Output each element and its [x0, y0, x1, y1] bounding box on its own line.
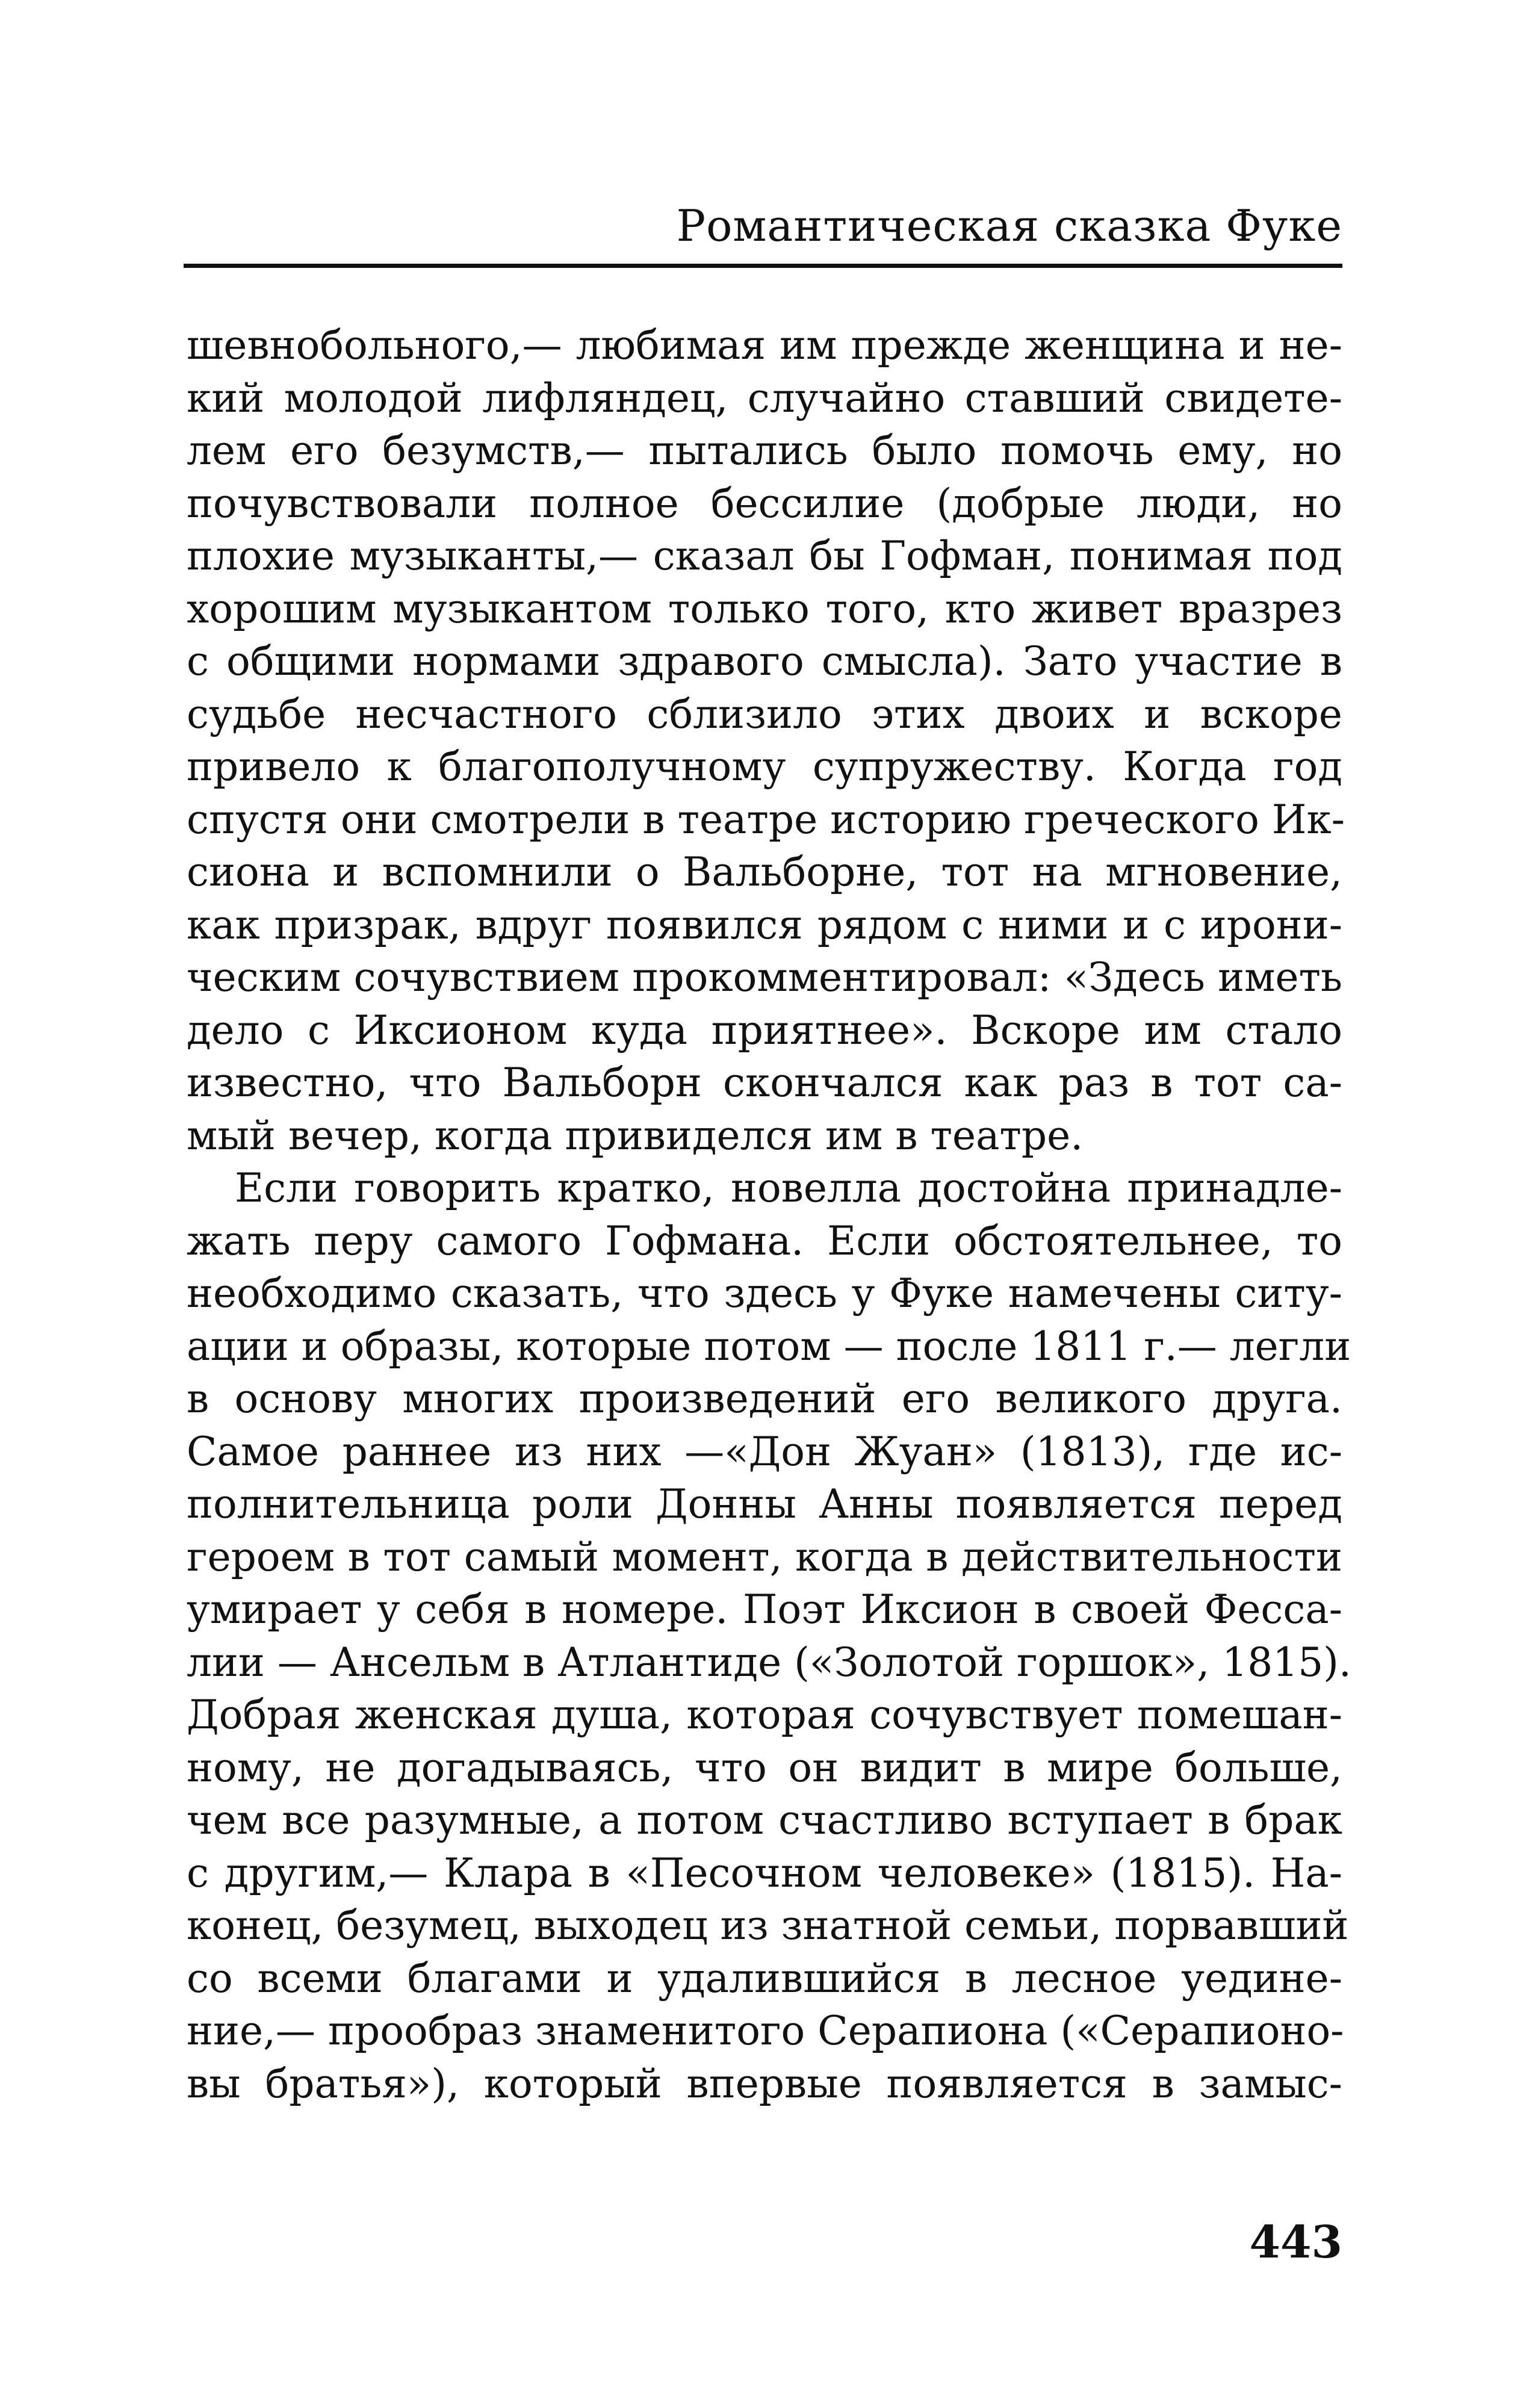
text-line: с общими нормами здравого смысла). Зато участие в: [187, 638, 1342, 684]
text-line: лии — Ансельм в Атлантиде («Золотой горшок», 1815).: [187, 1639, 1351, 1686]
text-line: лем его безумств,— пытались было помочь ему, но: [187, 427, 1342, 474]
text-line: с другим,— Клара в «Песочном человеке» (1815). На-: [187, 1849, 1342, 1896]
text-line: спустя они смотрели в театре историю греческого Ик-: [187, 796, 1345, 843]
text-line: героем в тот самый момент, когда в действительности: [187, 1533, 1342, 1580]
text-line: Добрая женская душа, которая сочувствует помешан-: [187, 1692, 1342, 1738]
page-number: 443: [1249, 2217, 1342, 2268]
text-line: необходимо сказать, что здесь у Фуке намечены ситу-: [187, 1270, 1342, 1317]
text-line: полнительница роли Донны Анны появляется перед: [187, 1481, 1342, 1527]
text-line: вы братья»), который впервые появляется в замыс-: [187, 2060, 1342, 2107]
header-rule: [184, 264, 1342, 268]
text-line: хорошим музыкантом только того, кто живет вразрез: [187, 585, 1342, 632]
text-line: жать перу самого Гофмана. Если обстоятельнее, то: [187, 1217, 1342, 1264]
text-line: кий молодой лифляндец, случайно ставший свидете-: [187, 374, 1342, 421]
text-line: мый вечер, когда привиделся им в театре.: [187, 1112, 1084, 1159]
text-line: шевнобольного,— любимая им прежде женщина и не-: [187, 322, 1342, 368]
text-line: привело к благополучному супружеству. Когда год: [187, 743, 1342, 790]
text-line: судьбе несчастного сблизило этих двоих и вскоре: [187, 690, 1342, 737]
text-line: ному, не догадываясь, что он видит в мире больше,: [187, 1744, 1342, 1791]
text-line: известно, что Вальборн скончался как раз в тот са-: [187, 1060, 1342, 1106]
text-line: конец, безумец, выходец из знатной семьи, порвавший: [187, 1902, 1349, 1949]
text-line: как призрак, вдруг появился рядом с ними и с ирони-: [187, 901, 1342, 948]
text-line: ческим сочувствием прокомментировал: «Здесь иметь: [187, 954, 1342, 1001]
running-head: Романтическая сказка Фуке: [676, 200, 1342, 251]
text-line: сиона и вспомнили о Вальборне, тот на мгновение,: [187, 849, 1342, 895]
text-line: дело с Иксионом куда приятнее». Вскоре им стало: [187, 1007, 1342, 1054]
text-line: умирает у себя в номере. Поэт Иксион в своей Фесса-: [187, 1586, 1342, 1633]
text-line: в основу многих произведений его великого друга.: [187, 1376, 1342, 1422]
text-line: со всеми благами и удалившийся в лесное уедине-: [187, 1955, 1342, 2002]
text-line: Если говорить кратко, новелла достойна принадле-: [235, 1165, 1342, 1211]
text-line: почувствовали полное бессилие (добрые люди, но: [187, 480, 1342, 527]
text-line: ние,— прообраз знаменитого Серапиона («Серапионо-: [187, 2008, 1344, 2054]
text-line: Самое раннее из них —«Дон Жуан» (1813), где ис-: [187, 1428, 1342, 1475]
text-line: ации и образы, которые потом — после 1811 г.— легли: [187, 1323, 1351, 1370]
text-line: плохие музыканты,— сказал бы Гофман, понимая под: [187, 533, 1342, 579]
body-text: [187, 319, 1351, 2110]
text-line: чем все разумные, а потом счастливо вступает в брак: [187, 1797, 1342, 1843]
